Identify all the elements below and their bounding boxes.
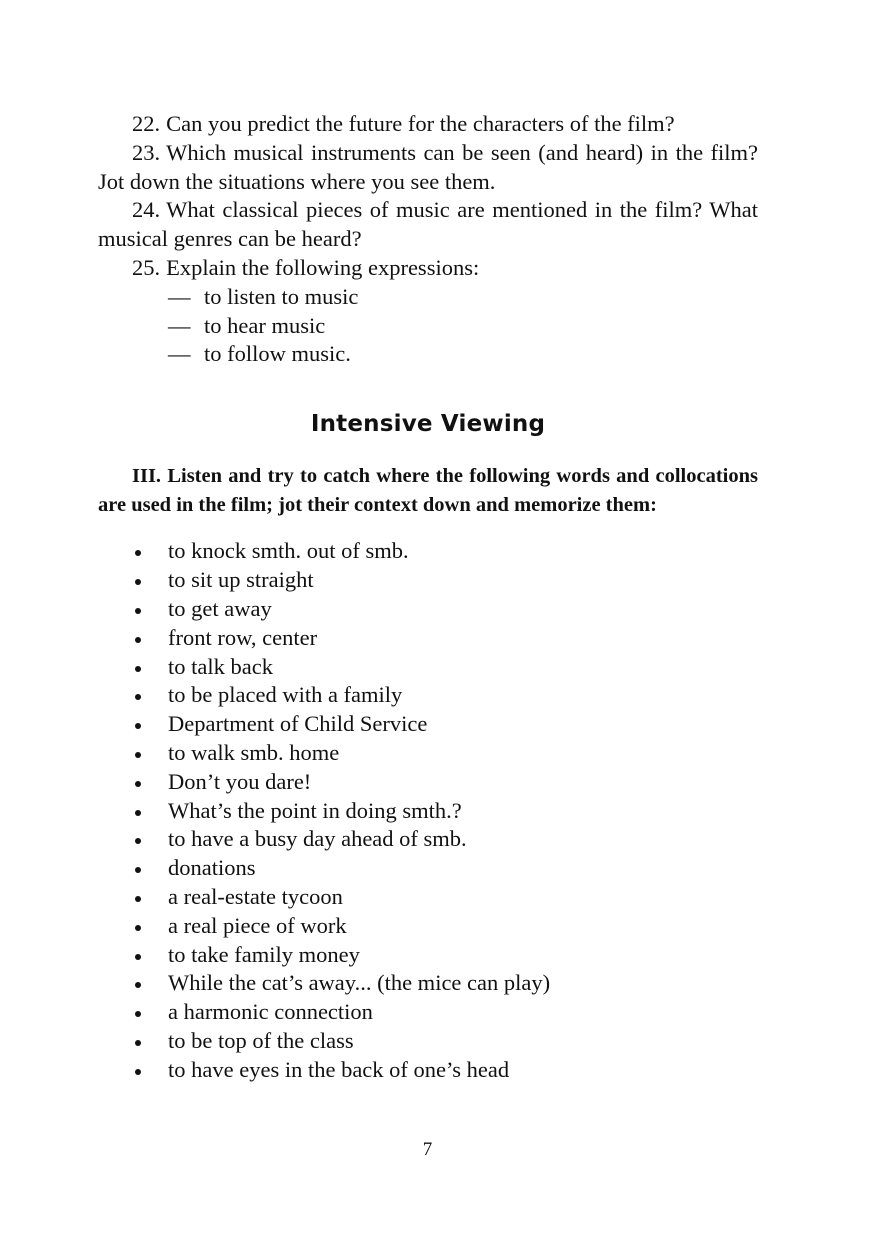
question-number: 25. — [132, 254, 161, 280]
list-item — [168, 283, 758, 312]
bullet-icon — [133, 854, 168, 883]
bullet-icon — [133, 969, 168, 998]
bullet-icon — [133, 1056, 168, 1085]
list-item — [133, 653, 758, 682]
vocabulary-text: Don’t you dare! — [168, 768, 312, 794]
bullet-icon — [133, 566, 168, 595]
question-number: 22. — [132, 111, 161, 136]
bullet-icon — [133, 883, 168, 912]
bullet-icon — [133, 1027, 168, 1056]
list-item — [133, 739, 758, 768]
list-item — [133, 969, 758, 998]
list-item — [133, 1056, 758, 1085]
bullet-icon — [133, 768, 168, 797]
list-item — [133, 624, 758, 653]
vocabulary-text: a real piece of work — [168, 912, 347, 938]
bullet-icon — [133, 710, 168, 739]
bullet-icon — [133, 681, 168, 710]
section-instruction: III. Listen and try to catch where the following words and collocations are used in the film; jot their context down and memorize them: — [98, 465, 758, 516]
expressions-list — [98, 283, 758, 369]
vocabulary-text: to have a busy day ahead of smb. — [168, 826, 467, 852]
vocabulary-text: What’s the point in doing smth.? — [168, 797, 462, 823]
dash-marker: — — [168, 312, 191, 338]
question-text: What classical pieces of music are mentioned in the film? What musical genres can be heard? — [98, 197, 758, 252]
question-text: Explain the following expressions: — [166, 254, 480, 280]
vocabulary-text: to get away — [168, 595, 272, 621]
expression-text: to listen to music — [204, 283, 359, 309]
question-text: Which musical instruments can be seen (and heard) in the film? Jot down the situations where you see them. — [98, 139, 758, 194]
vocabulary-text: to talk back — [168, 653, 273, 679]
question-number: 23. — [132, 139, 161, 165]
vocabulary-text: While the cat’s away... (the mice can play) — [168, 970, 551, 996]
vocabulary-text: Department of Child Service — [168, 711, 428, 737]
vocabulary-text: to sit up straight — [168, 567, 314, 593]
bullet-icon — [133, 797, 168, 826]
question-number: 24. — [132, 197, 161, 223]
list-item — [133, 681, 758, 710]
question-25 — [98, 254, 758, 283]
list-item — [133, 825, 758, 854]
list-item — [168, 312, 758, 341]
list-item — [133, 854, 758, 883]
bullet-icon — [133, 739, 168, 768]
question-22 — [98, 110, 758, 139]
bullet-icon — [133, 998, 168, 1027]
page-content — [98, 110, 758, 1085]
bullet-icon — [133, 624, 168, 653]
expression-text: to hear music — [204, 312, 326, 338]
bullet-icon — [133, 825, 168, 854]
list-item — [133, 883, 758, 912]
question-23 — [98, 139, 758, 197]
list-item — [133, 537, 758, 566]
list-item — [133, 566, 758, 595]
vocabulary-text: to have eyes in the back of one’s head — [168, 1056, 510, 1082]
vocabulary-text: to be placed with a family — [168, 682, 403, 708]
vocabulary-text: to take family money — [168, 941, 360, 967]
bullet-icon — [133, 912, 168, 941]
bullet-icon — [133, 653, 168, 682]
page-number: 7 — [422, 1139, 433, 1160]
section-title: Intensive Viewing — [310, 411, 546, 438]
list-item — [133, 797, 758, 826]
vocabulary-text: to knock smth. out of smb. — [168, 538, 409, 564]
vocabulary-text: to be top of the class — [168, 1027, 354, 1053]
list-item — [133, 912, 758, 941]
expression-text: to follow music. — [204, 341, 351, 367]
vocabulary-list — [98, 537, 758, 1084]
vocabulary-text: a real-estate tycoon — [168, 883, 343, 909]
list-item — [133, 1027, 758, 1056]
bullet-icon — [133, 941, 168, 970]
question-text: Can you predict the future for the characters of the film? — [166, 111, 675, 136]
vocabulary-text: a harmonic connection — [168, 999, 373, 1025]
dash-marker: — — [168, 341, 191, 367]
list-item — [133, 941, 758, 970]
bullet-icon — [133, 537, 168, 566]
list-item — [168, 340, 758, 369]
question-24 — [98, 196, 758, 254]
bullet-icon — [133, 595, 168, 624]
list-item — [133, 595, 758, 624]
vocabulary-text: to walk smb. home — [168, 739, 340, 765]
vocabulary-text: donations — [168, 855, 256, 881]
list-item — [133, 710, 758, 739]
vocabulary-text: front row, center — [168, 624, 318, 650]
list-item — [133, 768, 758, 797]
list-item — [133, 998, 758, 1027]
dash-marker: — — [168, 283, 191, 309]
